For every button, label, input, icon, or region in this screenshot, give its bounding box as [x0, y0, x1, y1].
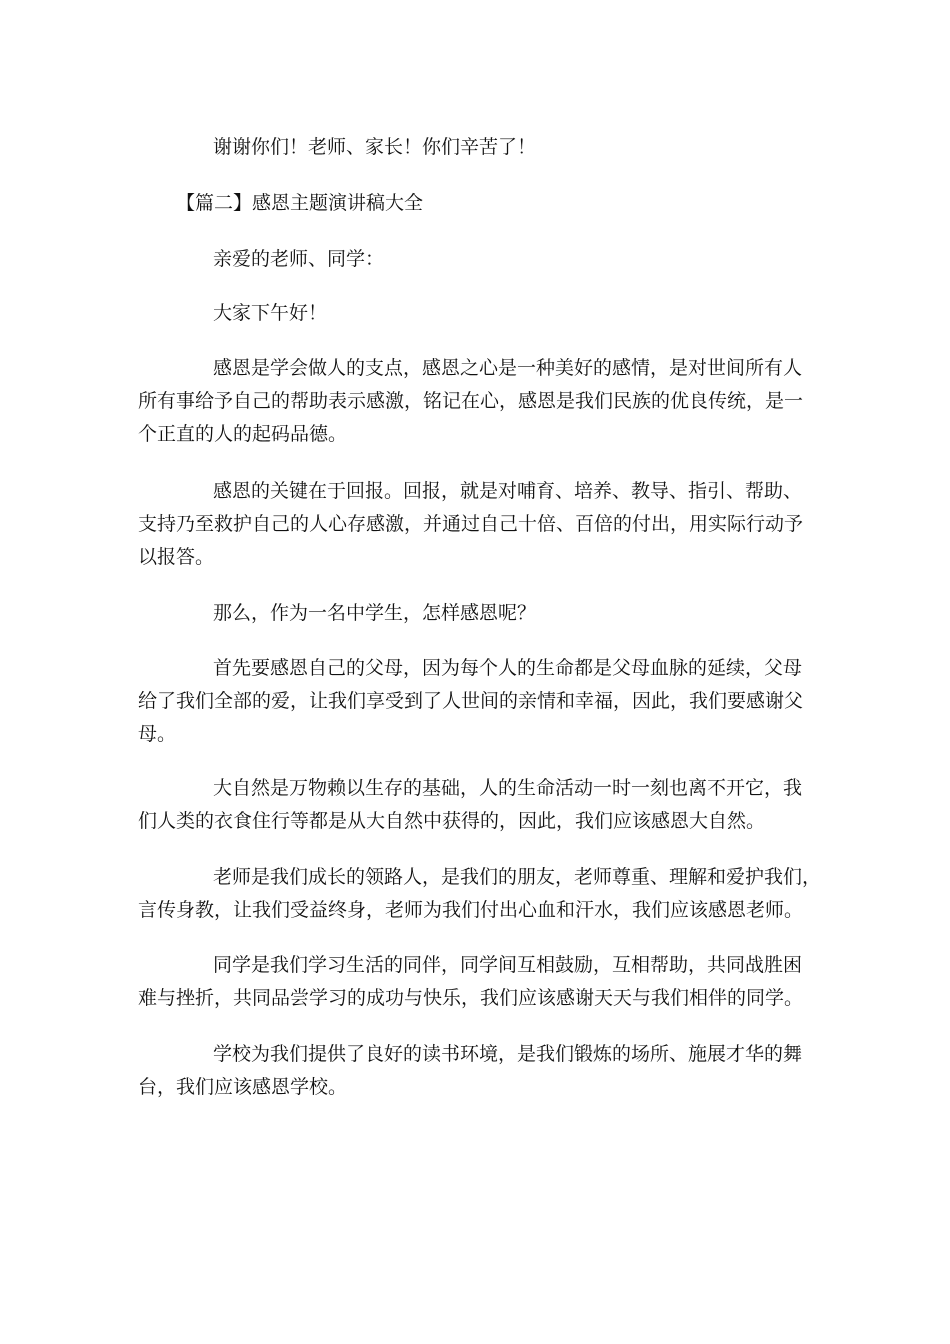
paragraph-line: 难与挫折，共同品尝学习的成功与快乐，我们应该感谢天天与我们相伴的同学。: [138, 987, 804, 1009]
paragraph-line: 言传身教，让我们受益终身，老师为我们付出心血和汗水，我们应该感恩老师。: [138, 899, 804, 921]
paragraph-line: 那么，作为一名中学生，怎样感恩呢？: [213, 602, 537, 624]
paragraph-line: 所有事给予自己的帮助表示感激，铭记在心，感恩是我们民族的优良传统，是一: [138, 390, 804, 412]
paragraph-line: 给了我们全部的爱，让我们享受到了人世间的亲情和幸福，因此，我们要感谢父: [138, 690, 804, 712]
paragraph-line: 老师是我们成长的领路人，是我们的朋友，老师尊重、理解和爱护我们，: [213, 866, 822, 888]
paragraph-line: 感恩是学会做人的支点，感恩之心是一种美好的感情，是对世间所有人: [213, 357, 803, 379]
salutation: 亲爱的老师、同学：: [213, 248, 385, 270]
paragraph-line: 感恩的关键在于回报。回报，就是对哺育、培养、教导、指引、帮助、: [213, 480, 803, 502]
paragraph-line: 同学是我们学习生活的同伴，同学间互相鼓励，互相帮助，共同战胜困: [213, 954, 803, 976]
paragraph-line: 个正直的人的起码品德。: [138, 423, 348, 445]
paragraph-line: 首先要感恩自己的父母，因为每个人的生命都是父母血脉的延续，父母: [213, 657, 803, 679]
paragraph-line: 大自然是万物赖以生存的基础，人的生命活动一时一刻也离不开它，我: [213, 777, 803, 799]
paragraph-line: 以报答。: [138, 546, 215, 568]
paragraph-line: 母。: [138, 723, 177, 745]
paragraph-line: 台，我们应该感恩学校。: [138, 1076, 348, 1098]
paragraph-line: 支持乃至救护自己的人心存感激，并通过自己十倍、百倍的付出，用实际行动予: [138, 513, 804, 535]
greeting: 大家下午好！: [213, 302, 328, 324]
paragraph-line: 学校为我们提供了良好的读书环境，是我们锻炼的场所、施展才华的舞: [213, 1043, 803, 1065]
paragraph-line: 们人类的衣食住行等都是从大自然中获得的，因此，我们应该感恩大自然。: [138, 810, 766, 832]
section-heading: 【篇二】感恩主题演讲稿大全: [176, 192, 424, 214]
closing-line: 谢谢你们！老师、家长！你们辛苦了！: [213, 136, 537, 158]
